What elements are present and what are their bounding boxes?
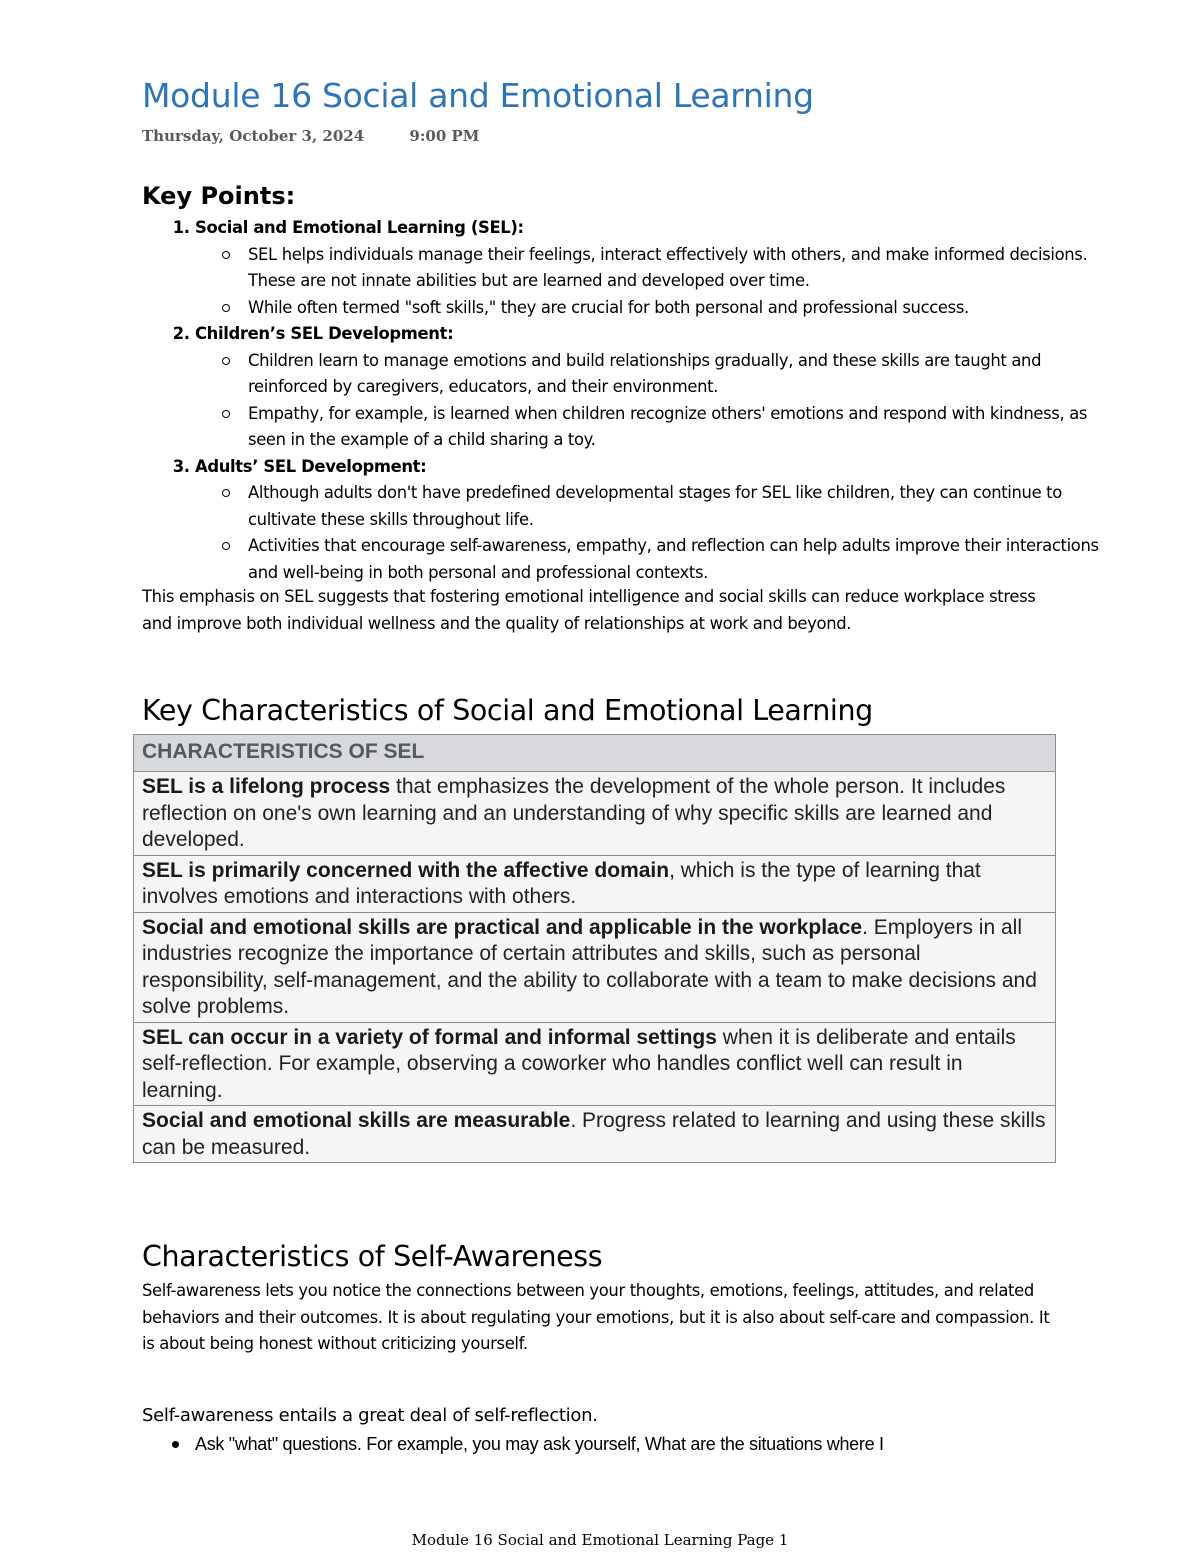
characteristics-table	[133, 734, 1056, 1163]
hollow-bullet-icon	[222, 304, 230, 312]
key-points-list	[142, 215, 1125, 586]
self-awareness-paragraph: Self-awareness lets you notice the connections between your thoughts, emotions, feelings, attitudes, and related behaviors and their outcomes. It is about regulating your emotions, but it is also about self-care and compassion. It is about being honest without criticizing yourself.	[142, 1281, 1050, 1353]
table-row	[134, 1022, 1056, 1106]
self-awareness-list	[142, 1430, 1095, 1458]
key-point-sublist	[195, 242, 1125, 322]
key-point-label: Children’s SEL Development:	[195, 324, 454, 343]
hollow-bullet-icon	[222, 357, 230, 365]
key-point-sublist	[195, 480, 1125, 586]
table-cell: Social and emotional skills are measurable. Progress related to learning and using these skills can be measured.	[134, 1106, 1056, 1163]
key-point-subitem: Activities that encourage self-awareness, empathy, and reflection can help adults improve their interactions and well-being in both personal and professional contexts.	[248, 533, 1125, 586]
hollow-bullet-icon	[222, 489, 230, 497]
key-point-subitem: While often termed "soft skills," they are crucial for both personal and professional success.	[248, 295, 1125, 322]
bullet-icon	[172, 1441, 179, 1448]
hollow-bullet-icon	[222, 410, 230, 418]
note-time: 9:00 PM	[409, 127, 480, 145]
table-cell: SEL is primarily concerned with the affective domain, which is the type of learning that involves emotions and interactions with others.	[134, 855, 1056, 912]
key-points-summary: This emphasis on SEL suggests that fostering emotional intelligence and social skills can reduce workplace stress and improve both individual wellness and the quality of relationships at work and beyond.	[142, 587, 1036, 633]
table-cell: SEL is a lifelong process that emphasizes the development of the whole person. It includes reflection on one's own learning and an understanding of why specific skills are learned and developed.	[134, 772, 1056, 856]
page-title: Module 16 Social and Emotional Learning	[142, 76, 814, 115]
self-awareness-heading: Characteristics of Self-Awareness	[142, 1240, 603, 1273]
table-row	[134, 1106, 1056, 1163]
table-cell: SEL can occur in a variety of formal and informal settings when it is deliberate and entails self-reflection. For example, observing a coworker who handles conflict well can result in learning.	[134, 1022, 1056, 1106]
key-point-label: Social and Emotional Learning (SEL):	[195, 218, 524, 237]
note-date: Thursday, October 3, 2024	[142, 127, 365, 145]
table-row	[134, 772, 1056, 856]
key-point-label: Adults’ SEL Development:	[195, 456, 427, 476]
key-points-heading: Key Points:	[142, 182, 296, 210]
table-row	[134, 912, 1056, 1022]
table-row	[134, 855, 1056, 912]
key-point-item	[195, 321, 1125, 454]
self-awareness-subheading: Self-awareness entails a great deal of self-reflection.	[142, 1405, 598, 1426]
key-point-sublist	[195, 348, 1125, 454]
table-header-row	[134, 735, 1056, 772]
key-point-subitem: Empathy, for example, is learned when children recognize others' emotions and respond with kindness, as seen in the example of a child sharing a toy.	[248, 401, 1125, 454]
table-header-cell: CHARACTERISTICS OF SEL	[134, 735, 1056, 772]
key-point-subitem: SEL helps individuals manage their feelings, interact effectively with others, and make informed decisions. These are not innate abilities but are learned and developed over time.	[248, 242, 1125, 295]
list-item: Ask "what" questions. For example, you may ask yourself, What are the situations where I	[195, 1430, 1095, 1458]
hollow-bullet-icon	[222, 542, 230, 550]
key-point-item	[195, 454, 1125, 587]
hollow-bullet-icon	[222, 251, 230, 259]
key-point-item	[195, 215, 1125, 321]
key-point-subitem: Although adults don't have predefined developmental stages for SEL like children, they can continue to cultivate these skills throughout life.	[248, 480, 1125, 533]
table-cell: Social and emotional skills are practical and applicable in the workplace. Employers in all industries recognize the importance of certain attributes and skills, such as personal responsibility, self-management, and the ability to collaborate with a team to make decisions and solve problems.	[134, 912, 1056, 1022]
key-point-subitem: Children learn to manage emotions and build relationships gradually, and these skills are taught and reinforced by caregivers, educators, and their environment.	[248, 348, 1125, 401]
page-footer: Module 16 Social and Emotional Learning Page 1	[411, 1531, 789, 1549]
note-timestamp	[142, 127, 479, 145]
characteristics-heading: Key Characteristics of Social and Emotional Learning	[142, 694, 873, 727]
